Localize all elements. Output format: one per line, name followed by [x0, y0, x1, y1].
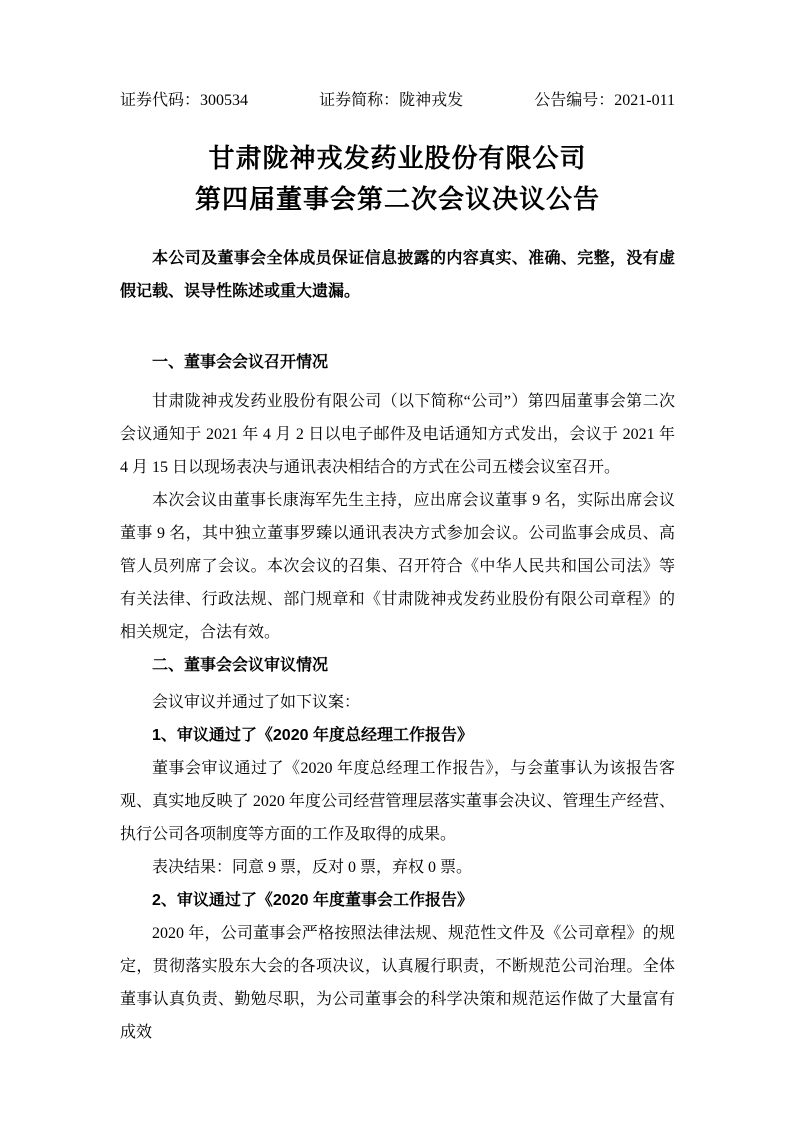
section-1-paragraph-2: 本次会议由董事长康海军先生主持，应出席会议董事 9 名，实际出席会议董事 9 名，其中独立董事罗臻以通讯表决方式参加会议。公司监事会成员、高管人员列席了会议。本次会议的召集、召开符合《中华人民共和国公司法》等有关法律、行政法规、部门规章和《甘肃陇神戎发药业股份有限公司章程》的相关规定，合法有效。: [120, 492, 675, 641]
resolution-2-body: 2020 年，公司董事会严格按照法律法规、规范性文件及《公司章程》的规定，贯彻落实股东大会的各项决议，认真履行职责，不断规范公司治理。全体董事认真负责、勤勉尽职，为公司董事会的科学决策和规范运作做了大量富有成效: [120, 925, 675, 1041]
section-2-intro: 会议审议并通过了如下议案：: [152, 694, 361, 711]
document-header: [120, 84, 675, 117]
announcement-number: 公告编号：2021-011: [534, 92, 675, 109]
section-2-heading: 二、董事会会议审议情况: [152, 657, 329, 674]
company-name-title-line: 甘肃陇神戎发药业股份有限公司: [208, 143, 587, 173]
integrity-statement: 本公司及董事会全体成员保证信息披露的内容真实、准确、完整，没有虚假记载、误导性陈述或重大遗漏。: [120, 250, 675, 300]
resolution-1-body: 董事会审议通过了《2020 年度总经理工作报告》，与会董事认为该报告客观、真实地反映了 2020 年度公司经营管理层落实董事会决议、管理生产经营、执行公司各项制度等方面的工作及取得的成果。: [120, 760, 675, 843]
resolution-2-heading: 2、审议通过了《2020 年度董事会工作报告》: [152, 892, 473, 909]
resolution-1-heading: 1、审议通过了《2020 年度总经理工作报告》: [152, 727, 473, 744]
document-title: [120, 138, 675, 220]
resolution-1-vote-result: 表决结果：同意 9 票，反对 0 票，弃权 0 票。: [152, 859, 473, 876]
section-1-heading: 一、董事会会议召开情况: [152, 354, 329, 371]
stock-abbreviation: 证券简称：陇神戎发: [319, 92, 464, 109]
stock-code: 证券代码：300534: [120, 92, 249, 109]
announcement-title-line: 第四届董事会第二次会议决议公告: [194, 184, 600, 214]
section-1-paragraph-1: 甘肃陇神戎发药业股份有限公司（以下简称“公司”）第四届董事会第二次会议通知于 2021 年 4 月 2 日以电子邮件及电话通知方式发出，会议于 2021 年 4 月 15 日以现场表决与通讯表决相结合的方式在公司五楼会议室召开。: [120, 393, 675, 476]
